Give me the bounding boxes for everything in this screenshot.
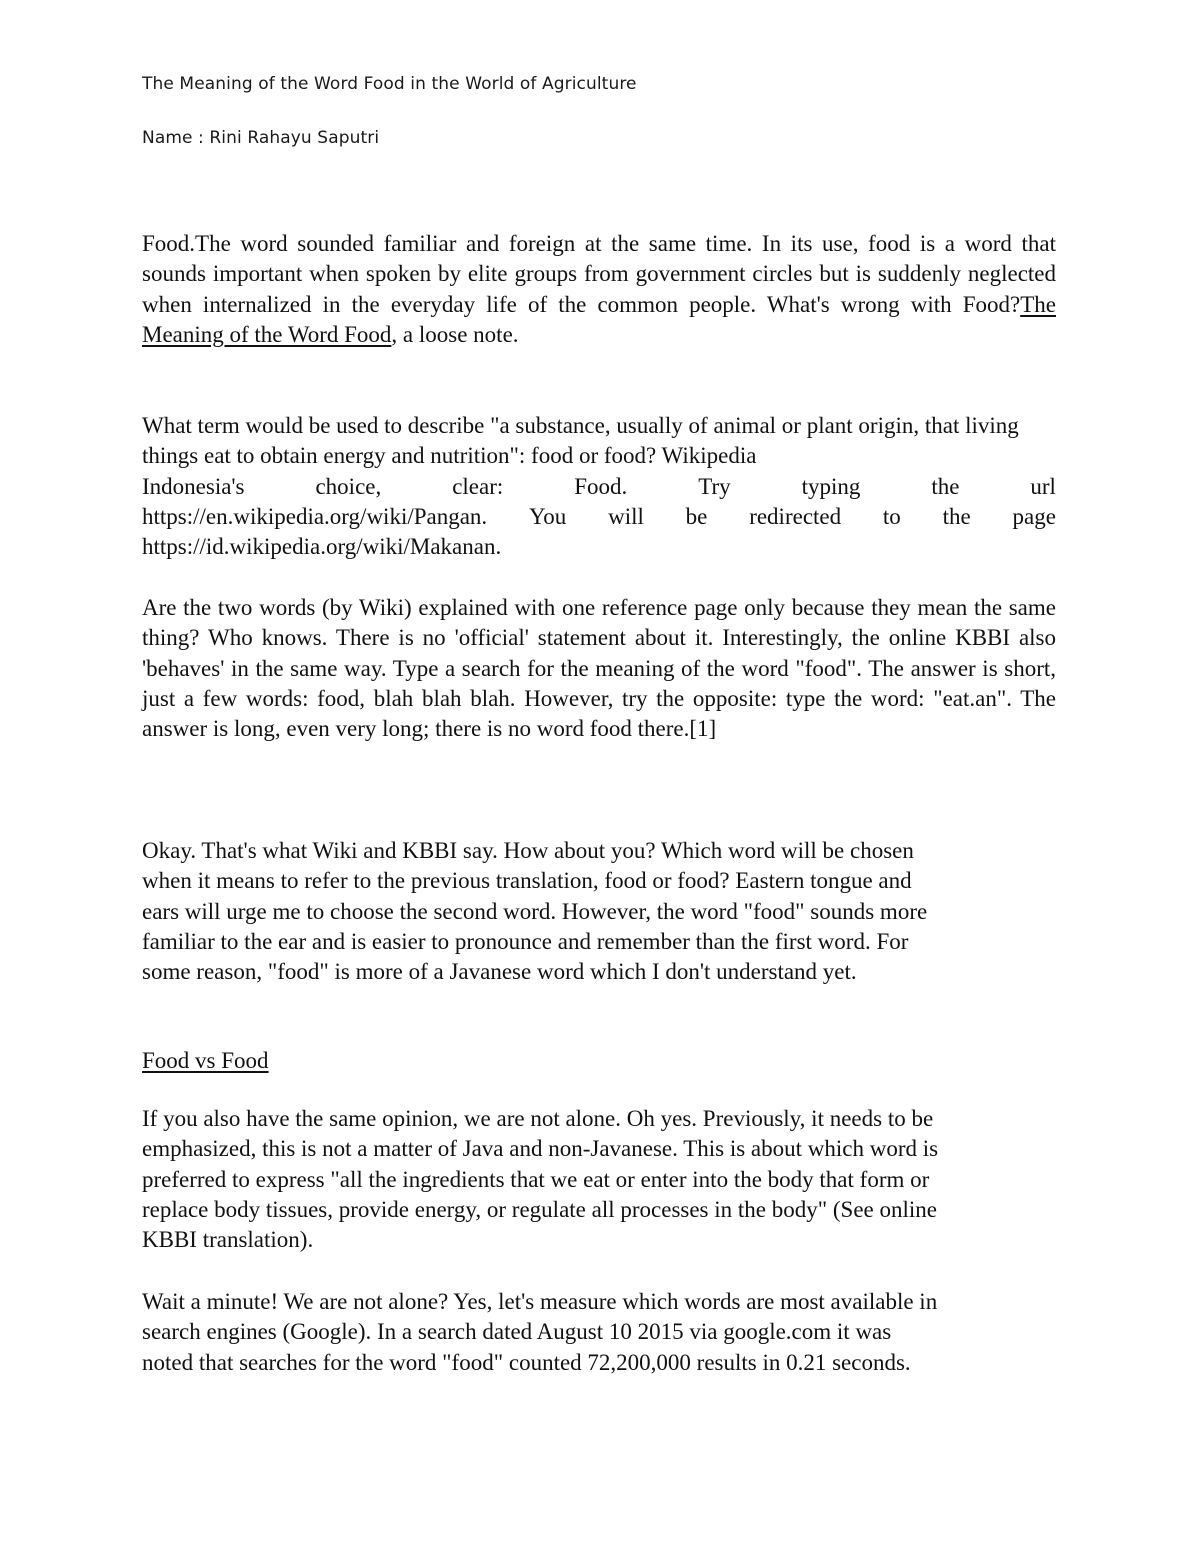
line4-word: to — [882, 503, 901, 529]
text-line: KBBI translation). — [142, 1227, 314, 1253]
line4-word: You — [528, 503, 567, 529]
text-line: Wait a minute! We are not alone? Yes, let's measure which words are most available in — [142, 1289, 938, 1314]
paragraph-wikipedia — [142, 411, 1056, 562]
document-title: The Meaning of the Word Food in the World of Agriculture — [142, 74, 637, 94]
wikipedia-line-3 — [142, 472, 1056, 502]
line3-word: typing — [801, 473, 861, 499]
line3-word: Food. — [574, 473, 628, 499]
text-line: search engines (Google). In a search dated August 10 2015 via google.com it was — [142, 1319, 892, 1345]
text-line: replace body tissues, provide energy, or regulate all processes in the body" (See online — [142, 1196, 937, 1222]
author-line: Name : Rini Rahayu Saputri — [142, 128, 380, 148]
line4-word: redirected — [749, 503, 842, 529]
wikipedia-last-line: https://id.wikipedia.org/wiki/Makanan. — [142, 534, 502, 560]
text-line: some reason, "food" is more of a Javanese word which I don't understand yet. — [142, 959, 857, 985]
text-line: ears will urge me to choose the second word. However, the word "food" sounds more — [142, 898, 928, 924]
line4-word: will — [608, 503, 644, 529]
paragraph-kbbi: Are the two words (by Wiki) explained with one reference page only because they mean the same thing? Who knows. There is no 'official' statement about it. Interestingly, the online KBBI also 'behaves' in the same way. Type a search for the meaning of the word "food". The answer is short, just a few words: food, blah blah blah. However, try the opposite: type the word: "eat.an". The answer is long, even very long; there is no word food there.[1] — [142, 595, 1056, 742]
article-link[interactable]: The Meaning of the Word Food — [142, 291, 1056, 347]
intro-text: Food.The word sounded familiar and foreign at the same time. In its use, food is a word that sounds important when spoken by elite groups from government circles but is suddenly neglected when internalized in the everyday life of the common people. What's wrong with Food? — [142, 231, 1056, 317]
line3-word: clear: — [452, 473, 504, 499]
line3-word: choice, — [315, 473, 382, 499]
line4-word: the — [942, 503, 971, 529]
text-line: noted that searches for the word "food" counted 72,200,000 results in 0.21 seconds. — [142, 1349, 911, 1375]
text-line: familiar to the ear and is easier to pronounce and remember than the first word. For — [142, 928, 909, 954]
text-line: preferred to express "all the ingredients that we eat or enter into the body that form or — [142, 1166, 930, 1192]
line3-word: url — [1030, 473, 1056, 499]
text-line: If you also have the same opinion, we are not alone. Oh yes. Previously, it needs to be — [142, 1106, 934, 1131]
paragraph-intro — [142, 229, 1056, 350]
text-line: Okay. That's what Wiki and KBBI say. How about you? Which word will be chosen — [142, 838, 914, 863]
line3-word: the — [931, 473, 960, 499]
line3-word: Indonesia's — [142, 473, 245, 499]
wikipedia-line-4 — [142, 502, 1056, 532]
paragraph-not-alone — [142, 1104, 1056, 1255]
paragraph-opinion — [142, 836, 1056, 987]
paragraph-search-results — [142, 1287, 1056, 1378]
line3-word: Try — [698, 473, 731, 499]
wikipedia-lead: What term would be used to describe "a substance, usually of animal or plant origin, that living things eat to obtain energy and nutrition": food or food? Wikipedia — [142, 413, 1019, 469]
text-line: emphasized, this is not a matter of Java and non-Javanese. This is about which word is — [142, 1136, 939, 1162]
line4-word: page — [1012, 503, 1056, 529]
section-heading — [142, 1046, 1056, 1076]
line4-word: be — [685, 503, 708, 529]
text-line: when it means to refer to the previous translation, food or food? Eastern tongue and — [142, 868, 912, 894]
section-heading-text: Food vs Food — [142, 1048, 269, 1073]
intro-tail: , a loose note. — [391, 321, 519, 347]
line4-word: https://en.wikipedia.org/wiki/Pangan. — [142, 503, 488, 529]
